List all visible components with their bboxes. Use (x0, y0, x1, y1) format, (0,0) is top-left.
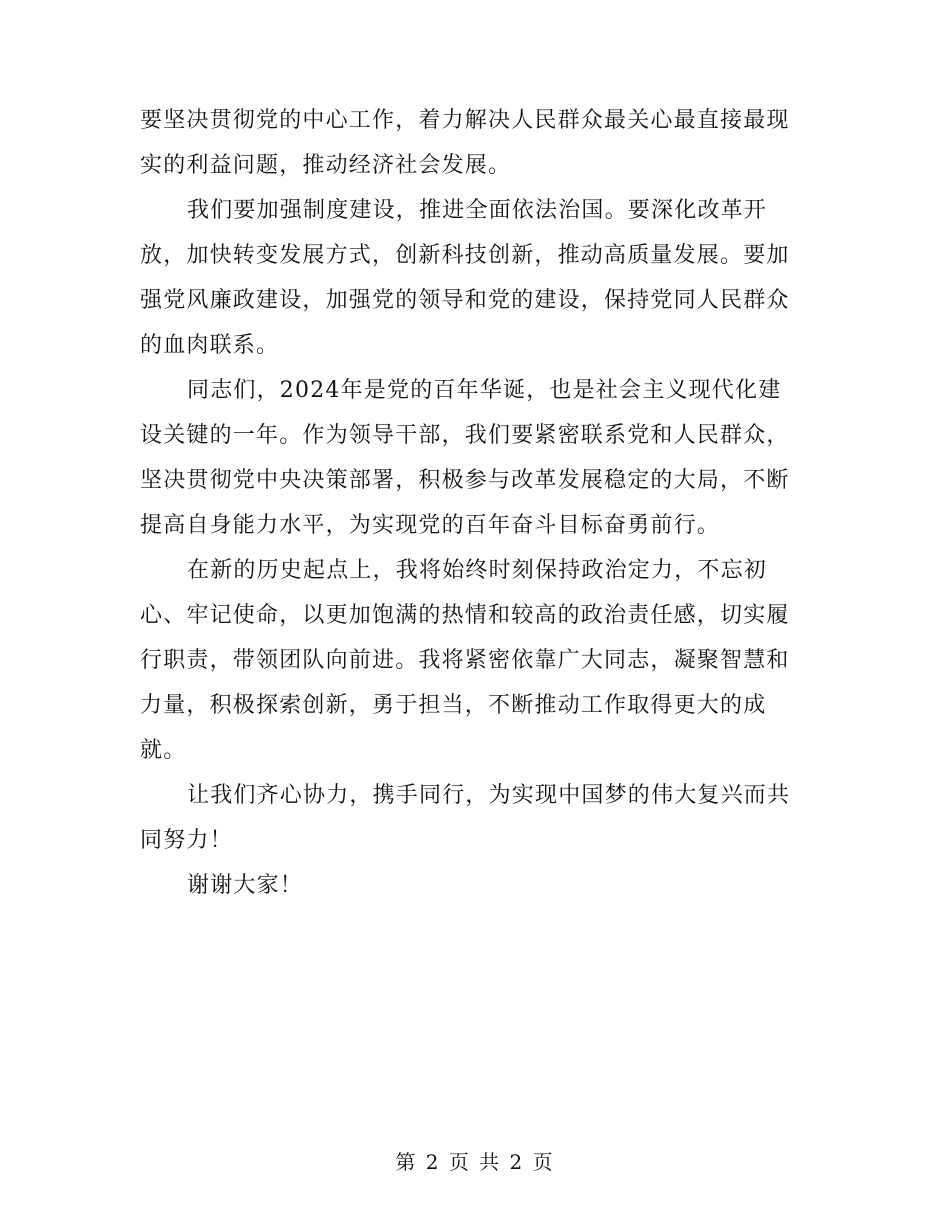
paragraph-centenary: 同志们，2024年是党的百年华诞，也是社会主义现代化建设关键的一年。作为领导干部，我们要紧密联系党和人民群众，坚决贯彻党中央决策部署，积极参与改革发展稳定的大局，不断提高自身能力水平，为实现党的百年奋斗目标奋勇前行。 (140, 378, 790, 538)
document-body (140, 98, 802, 908)
paragraph-institution-building: 我们要加强制度建设，推进全面依法治国。要深化改革开放，加快转变发展方式，创新科技创新，推动高质量发展。要加强党风廉政建设，加强党的领导和党的建设，保持党同人民群众的血肉联系。 (140, 198, 790, 358)
paragraph-thanks: 谢谢大家！ (187, 873, 304, 898)
paragraph-call-to-action: 让我们齐心协力，携手同行，为实现中国梦的伟大复兴而共同努力！ (140, 783, 791, 853)
paragraph-new-starting-point: 在新的历史起点上，我将始终时刻保持政治定力，不忘初心、牢记使命，以更加饱满的热情和较高的政治责任感，切实履行职责，带领团队向前进。我将紧密依靠广大同志，凝聚智慧和力量，积极探索创新，勇于担当，不断推动工作取得更大的成就。 (140, 558, 790, 763)
page-number-footer: 第 2 页 共 2 页 (395, 1150, 555, 1174)
paragraph-continuation: 要坚决贯彻党的中心工作，着力解决人民群众最关心最直接最现实的利益问题，推动经济社会发展。 (140, 108, 790, 178)
